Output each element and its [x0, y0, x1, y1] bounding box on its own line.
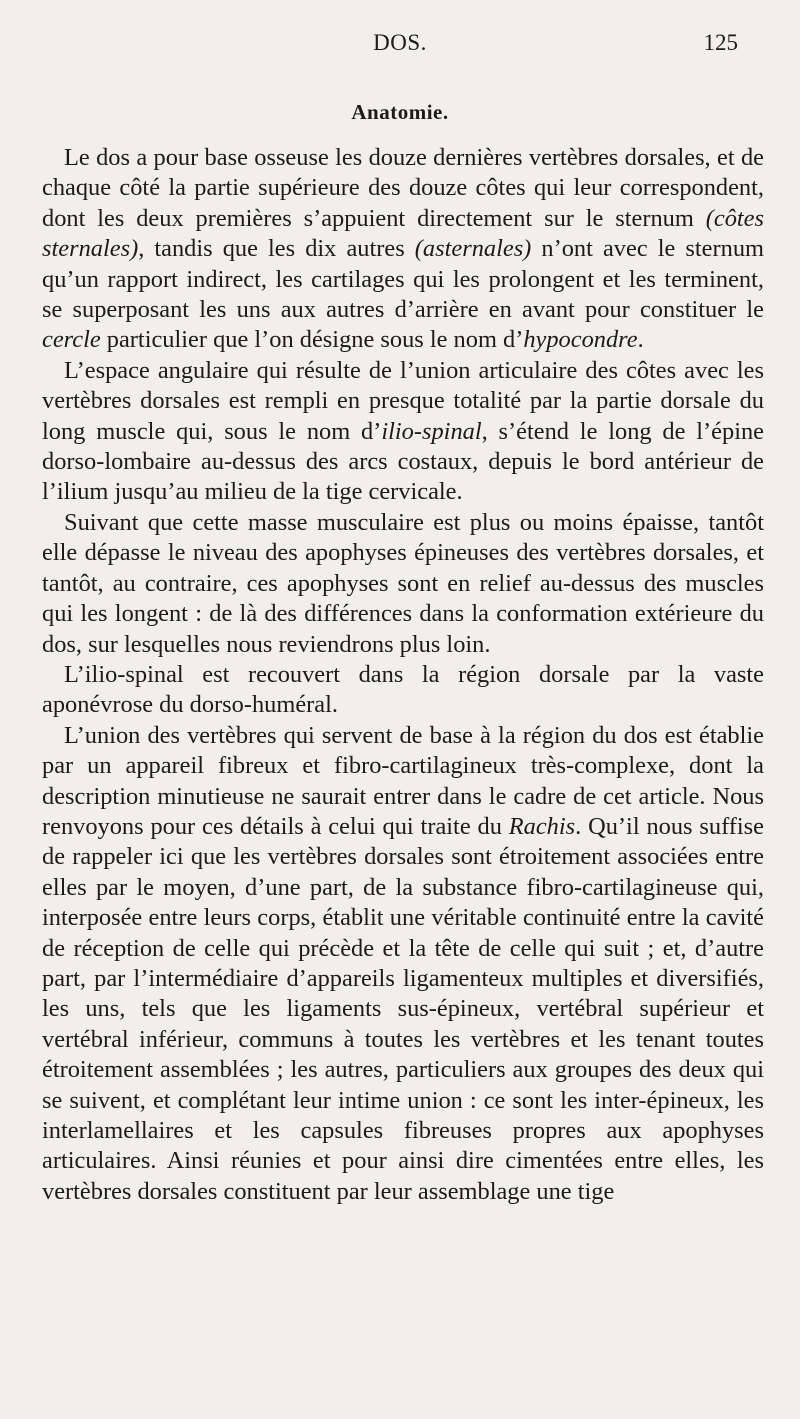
text-run: Le dos a pour base osseuse les douze dernières vertèbres dorsales, et de chaque côté la partie supérieure des douze côtes qui leur correspondent, dont les deux premières s’appuient directement sur le sternum [42, 144, 764, 232]
section-heading: Anatomie. [351, 100, 449, 124]
text-run: L’ilio-spinal est recouvert dans la région dorsale par la vaste aponévrose du dorso-huméral. [42, 660, 764, 719]
italic-term: (asternales) [414, 235, 532, 263]
text-run: L’espace angulaire qui résulte de l’union articulaire des côtes avec les vertèbres dorsales est rempli en presque totalité par la partie dorsale du long muscle qui, sous le nom d’ [42, 356, 764, 445]
paragraph [42, 508, 764, 660]
paragraph [42, 143, 764, 356]
body-text [42, 143, 764, 1207]
text-run: . [637, 326, 644, 354]
text-run: , s’étend le long de l’épine dorso-lombaire au-dessus des arcs costaux, depuis le bord antérieur de l’ilium jusqu’au milieu de la tige cervicale. [42, 417, 764, 506]
text-run: , tandis que les dix autres [138, 235, 415, 263]
italic-term: (côtes sternales) [42, 204, 764, 263]
text-run: n’ont avec le sternum qu’un rapport indirect, les cartilages qui les prolongent et les terminent, se superposant les uns aux autres d’arrière en avant pour constituer le [42, 235, 764, 324]
italic-term: Rachis [508, 812, 576, 840]
text-run: Suivant que cette masse musculaire est plus ou moins épaisse, tantôt elle dépasse le niveau des apophyses épineuses des vertèbres dorsales, et tantôt, au contraire, ces apophyses sont en relief au-dessus des muscles qui les longent : de là des différences dans la conformation extérieure du dos, sur lesquelles nous reviendrons plus loin. [42, 508, 764, 658]
running-head [0, 30, 800, 62]
text-run: . Qu’il nous suffise de rappeler ici que les vertèbres dorsales sont étroitement associées entre elles par le moyen, d’une part, de la substance fibro-cartilagineuse qui, interposée entre leurs corps, établit une véritable continuité entre la cavité de réception de celle qui précède et la tête de celle qui suit ; et, d’autre part, par l’intermédiaire d’appareils ligamenteux multiples et diversifiés, les uns, tels que les ligaments sus-épineux, vertébral supérieur et vertébral inférieur, communs à toutes les vertèbres et les tenant toutes étroitement assemblées ; les autres, particuliers aux groupes des deux qui se suivent, et complétant leur intime union : ce sont les inter-épineux, les interlamellaires et les capsules fibreuses propres aux apophyses articulaires. Ainsi réunies et pour ainsi dire cimentées entre elles, les vertèbres dorsales constituent par leur assemblage une tige [42, 812, 764, 1205]
running-head-title: DOS. [373, 30, 427, 55]
italic-term: ilio-spinal [381, 417, 482, 445]
italic-term: hypocondre [523, 326, 638, 354]
page-number: 125 [703, 30, 738, 55]
italic-term: cercle [42, 326, 101, 354]
text-run: L’union des vertèbres qui servent de base à la région du dos est établie par un appareil fibreux et fibro-cartilagineux très-complexe, dont la description minutieuse ne saurait entrer dans le cadre de cet article. Nous renvoyons pour ces détails à celui qui traite du [42, 721, 764, 840]
paragraph [42, 356, 764, 508]
paragraph [42, 721, 764, 1208]
text-run: particulier que l’on désigne sous le nom d’ [100, 326, 524, 354]
paragraph [42, 660, 764, 721]
